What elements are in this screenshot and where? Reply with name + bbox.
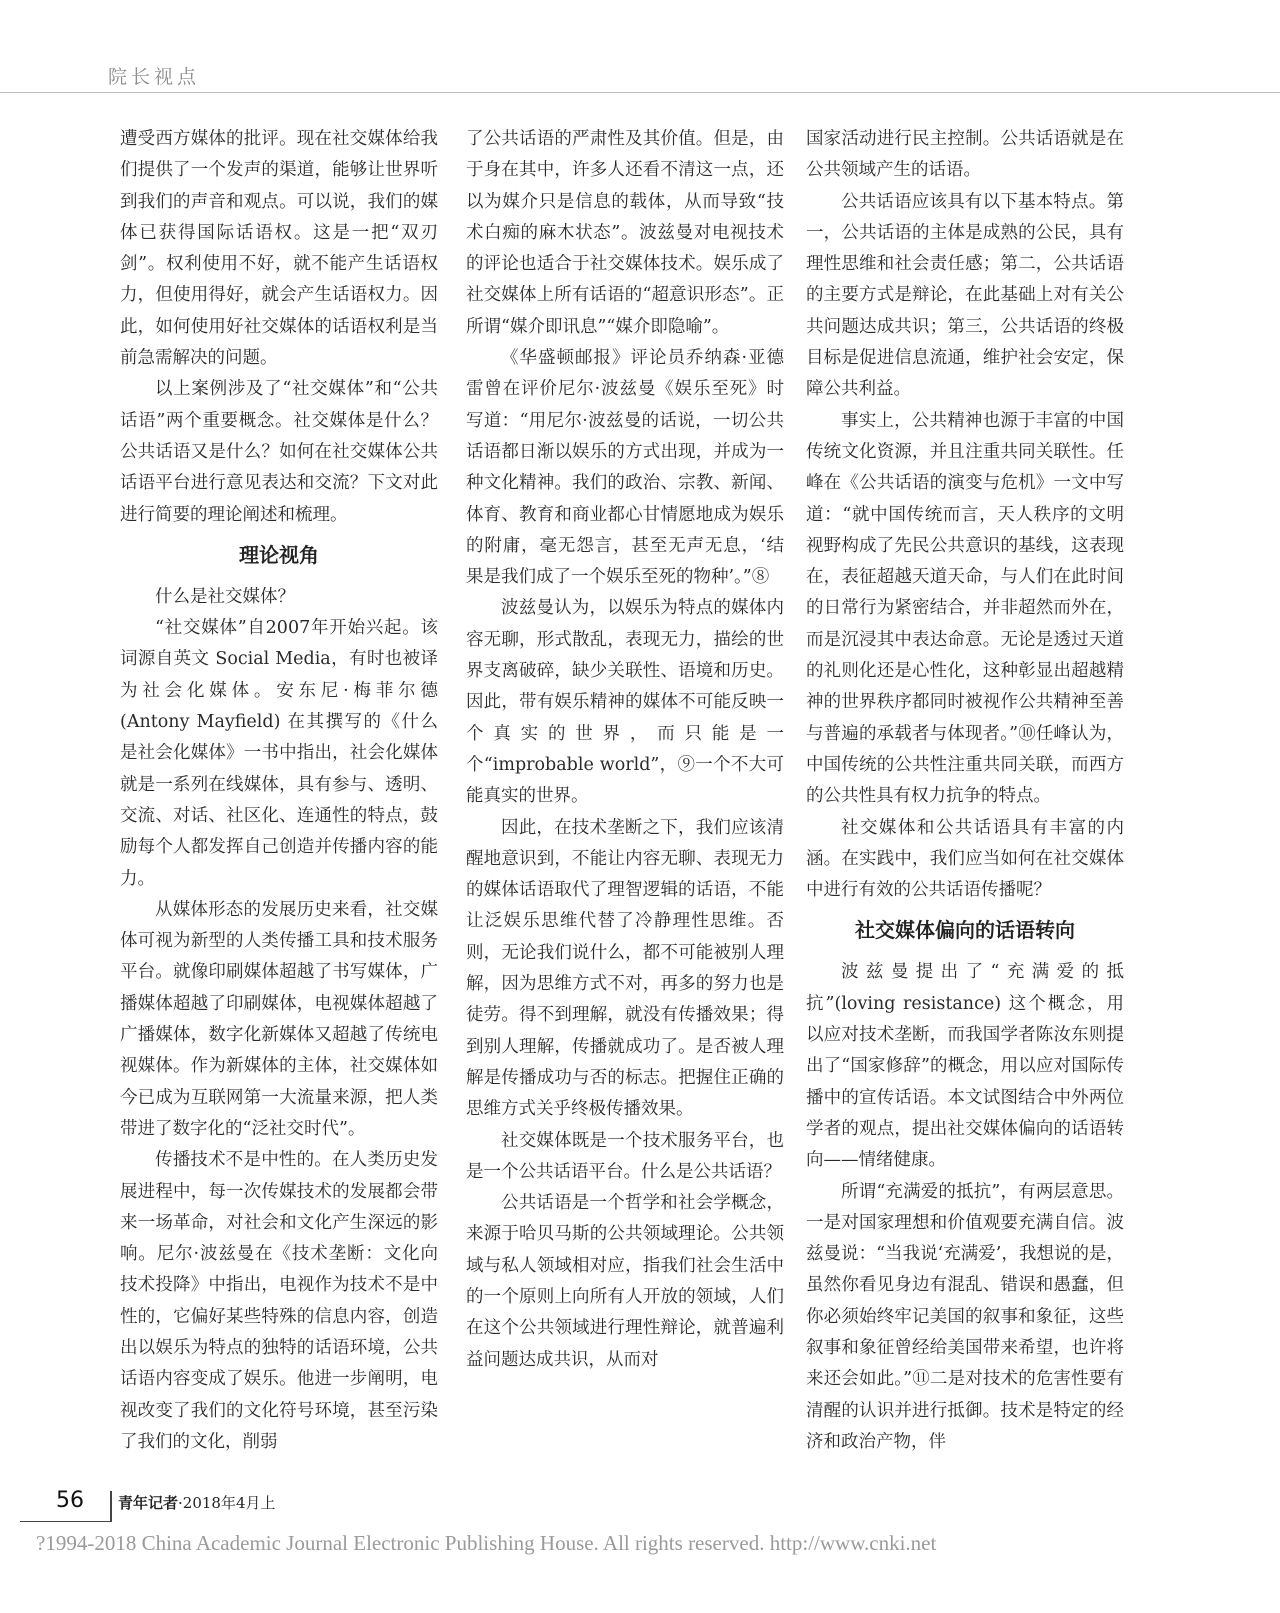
journal-name: 青年记者	[118, 1494, 179, 1512]
paragraph: 公共话语是一个哲学和社会学概念，来源于哈贝马斯的公共领域理论。公共领域与私人领域相对应，指我们社会生活中的一个原则上向所有人开放的领域，人们在这个公共领域进行理性辩论，就普遍利益问题达成共识，从而对	[466, 1193, 784, 1370]
page-number: 56	[56, 1488, 84, 1513]
paragraph: 传播技术不是中性的。在人类历史发展进程中，每一次传媒技术的发展都会带来一场革命，对社会和文化产生深远的影响。尼尔·波兹曼在《技术垄断：文化向技术投降》中指出，电视作为技术不是中性的，它偏好某些特殊的信息内容，创造出以娱乐为特点的独特的话语环境，公共话语内容变成了娱乐。他进一步阐明，电视改变了我们的文化符号环境，甚至污染了我们的文化，削弱	[120, 1150, 438, 1452]
paragraph: 公共话语应该具有以下基本特点。第一，公共话语的主体是成熟的公民，具有理性思维和社会责任感；第二，公共话语的主要方式是辩论，在此基础上对有关公共问题达成共识；第三，公共话语的终极目标是促进信息流通，维护社会安定，保障公共利益。	[806, 191, 1124, 400]
paragraph: 国家活动进行民主控制。公共话语就是在公共领域产生的话语。	[806, 129, 1124, 181]
section-heading: 理论视角	[239, 542, 319, 567]
text-column-3	[806, 124, 1124, 1458]
section-heading: 社交媒体偏向的话语转向	[855, 918, 1075, 943]
header-rule	[0, 92, 1280, 93]
paragraph: 《华盛顿邮报》评论员乔纳森·亚德雷曾在评价尼尔·波兹曼《娱乐至死》时写道：“用尼尔·波兹曼的话说，一切公共话语都日渐以娱乐的方式出现，并成为一种文化精神。我们的政治、宗教、新闻、体育、教育和商业都心甘情愿地成为娱乐的附庸，毫无怨言，甚至无声无息，‘结果是我们成了一个娱乐至死的物种’。”⑧	[466, 348, 784, 588]
paragraph: 波兹曼认为，以娱乐为特点的媒体内容无聊，形式散乱，表现无力，描绘的世界支离破碎，缺少关联性、语境和历史。因此，带有娱乐精神的媒体不可能反映一个真实的世界，而只能是一个“improbable world”，⑨一个不大可能真实的世界。	[466, 598, 784, 807]
paragraph: 因此，在技术垄断之下，我们应该清醒地意识到，不能让内容无聊、表现无力的媒体话语取代了理智逻辑的话语，不能让泛娱乐思维代替了冷静理性思维。否则，无论我们说什么，都不可能被别人理解，因为思维方式不对，再多的努力也是徒劳。得不到理解，就没有传播效果；得到别人理解，传播就成功了。是否被人理解是传播成功与否的标志。把握住正确的思维方式关乎终极传播效果。	[466, 817, 784, 1120]
journal-issue: ·2018年4月上	[178, 1494, 276, 1512]
paragraph: 遭受西方媒体的批评。现在社交媒体给我们提供了一个发声的渠道，能够让世界听到我们的声音和观点。可以说，我们的媒体已获得国际话语权。这是一把“双刃剑”。权利使用不好，就不能产生话语权力，但使用得好，就会产生话语权力。因此，如何使用好社交媒体的话语权利是当前急需解决的问题。	[120, 129, 438, 369]
paragraph: 社交媒体既是一个技术服务平台，也是一个公共话语平台。什么是公共话语？	[466, 1130, 784, 1182]
text-column-1	[120, 124, 438, 1458]
paragraph: 从媒体形态的发展历史来看，社交媒体可视为新型的人类传播工具和技术服务平台。就像印刷媒体超越了书写媒体，广播媒体超越了印刷媒体，电视媒体超越了广播媒体，数字化新媒体又超越了传统电视媒体。作为新媒体的主体，社交媒体如今已成为互联网第一大流量来源，把人类带进了数字化的“泛社交时代”。	[120, 899, 438, 1139]
text-column-2	[466, 124, 784, 1376]
section-label: 院长视点	[108, 66, 201, 88]
paragraph: 社交媒体和公共话语具有丰富的内涵。在实践中，我们应当如何在社交媒体中进行有效的公共话语传播呢？	[806, 817, 1124, 901]
paragraph: 波兹曼提出了“充满爱的抵抗”(loving resistance) 这个概念，用以应对技术垄断，而我国学者陈汝东则提出了“国家修辞”的概念，用以应对国际传播中的宣传话语。本文试图结合中外两位学者的观点，提出社交媒体偏向的话语转向——情绪健康。	[806, 962, 1124, 1171]
paragraph: 了公共话语的严肃性及其价值。但是，由于身在其中，许多人还看不清这一点，还以为媒介只是信息的载体，从而导致“技术白痴的麻木状态”。波兹曼对电视技术的评论也适合于社交媒体技术。娱乐成了社交媒体上所有话语的“超意识形态”。正所谓“媒介即讯息”“媒介即隐喻”。	[466, 129, 784, 337]
journal-credit	[118, 1492, 276, 1513]
paragraph: “社交媒体”自2007年开始兴起。该词源自英文 Social Media，有时也被译为社会化媒体。安东尼·梅菲尔德(Antony Mayfield) 在其撰写的《什么是社会化媒体》一书中指出，社会化媒体就是一系列在线媒体，具有参与、透明、交流、对话、社区化、连通性的特点，鼓励每个人都发挥自己创造并传播内容的能力。	[120, 618, 438, 889]
paragraph: 所谓“充满爱的抵抗”，有两层意思。一是对国家理想和价值观要充满自信。波兹曼说：“当我说‘充满爱’，我想说的是，虽然你看见身边有混乱、错误和愚蠢，但你必须始终牢记美国的叙事和象征，这些叙事和象征曾经给美国带来希望，也许将来还会如此。”⑪二是对技术的危害性要有清醒的认识并进行抵御。技术是特定的经济和政治产物，伴	[806, 1181, 1124, 1452]
copyright-notice: ?1994-2018 China Academic Journal Electronic Publishing House. All rights reserved. http://www.cnki.net	[36, 1531, 937, 1555]
paragraph: 事实上，公共精神也源于丰富的中国传统文化资源，并且注重共同关联性。任峰在《公共话语的演变与危机》一文中写道：“就中国传统而言，天人秩序的文明视野构成了先民公共意识的基线，这表现在，表征超越天道天命，与人们在此时间的日常行为紧密结合，并非超然而外在，而是沉浸其中表达命意。无论是透过天道的礼则化还是心性化，这种彰显出超越精神的世界秩序都同时被视作公共精神至善与普遍的承载者与体现者。”⑩任峰认为，中国传统的公共性注重共同关联，而西方的公共性具有权力抗争的特点。	[806, 410, 1124, 807]
paragraph: 什么是社交媒体？	[155, 586, 295, 607]
paragraph: 以上案例涉及了“社交媒体”和“公共话语”两个重要概念。社交媒体是什么？公共话语又是什么？如何在社交媒体公共话语平台进行意见表达和交流？下文对此进行简要的理论阐述和梳理。	[120, 379, 438, 525]
